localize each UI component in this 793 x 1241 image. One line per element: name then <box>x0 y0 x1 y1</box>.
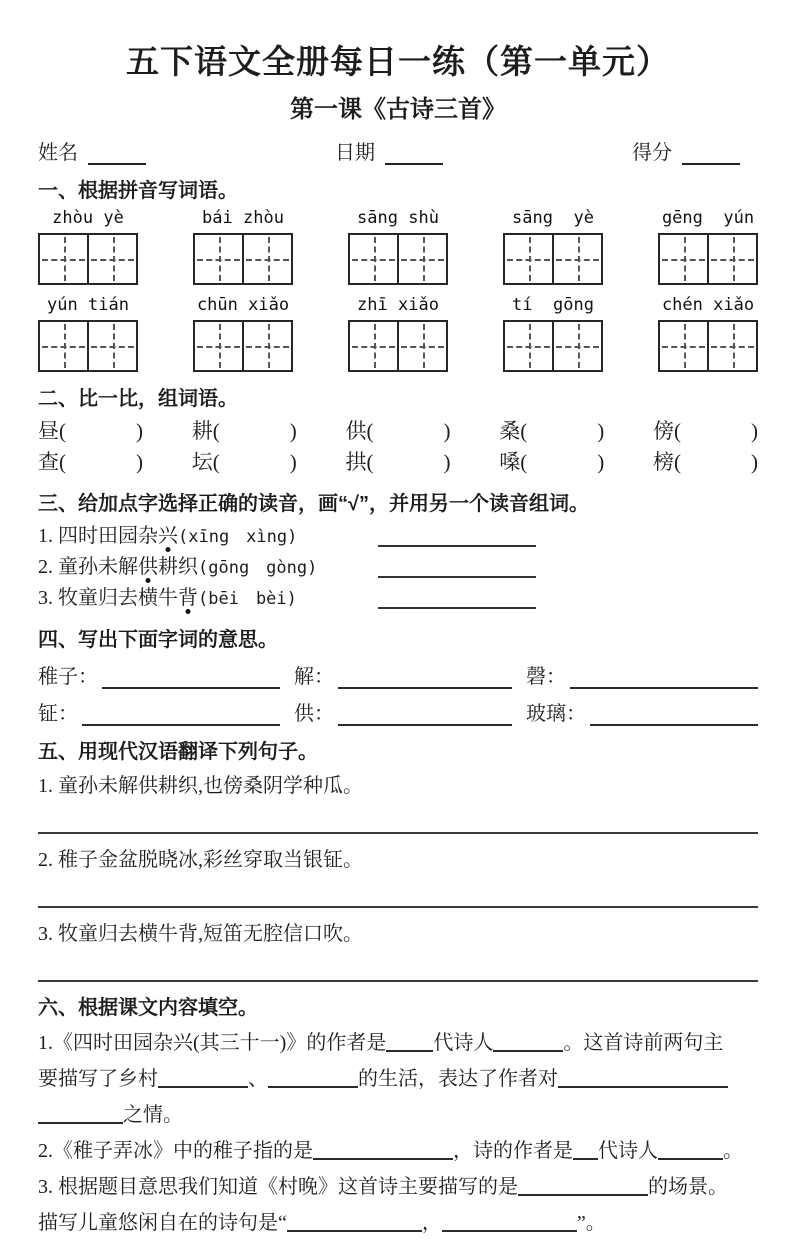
compare-char: 嗓 <box>499 450 521 474</box>
answer-blank[interactable] <box>558 1066 728 1088</box>
tian-cell[interactable] <box>244 322 291 370</box>
compare-char: 查 <box>38 450 59 474</box>
answer-blank[interactable] <box>658 1138 723 1160</box>
paren-open: ( <box>212 419 220 443</box>
answer-blank[interactable] <box>102 664 280 689</box>
tian-cell[interactable] <box>399 322 446 370</box>
compare-item <box>38 416 143 447</box>
definition-row-1 <box>38 660 758 689</box>
paren-open: ( <box>674 450 681 474</box>
question-text: 要描写了乡村 <box>38 1068 158 1090</box>
sentence: 2. 稚子金盆脱晓冰,彩丝穿取当银钲。 <box>38 849 363 871</box>
pinyin-grid-row-2 <box>38 295 758 372</box>
term-label: 供： <box>294 703 334 725</box>
question-text: ，诗的作者是 <box>453 1140 573 1162</box>
question-text: 、 <box>248 1068 268 1090</box>
writing-grid <box>503 320 603 372</box>
compare-char: 傍 <box>653 419 674 443</box>
pinyin-grid-group <box>38 208 138 285</box>
tian-cell[interactable] <box>350 235 399 283</box>
pinyin-label: zhòu yè <box>52 208 124 228</box>
tian-cell[interactable] <box>709 322 756 370</box>
item-text: 1. 四时田园杂 <box>38 525 158 547</box>
question-text: 。这首诗前两句主 <box>563 1032 724 1054</box>
tian-cell[interactable] <box>40 235 89 283</box>
term-label: 稚子： <box>38 666 98 688</box>
tian-cell[interactable] <box>709 235 756 283</box>
compare-char: 拱 <box>345 450 367 474</box>
answer-blank[interactable] <box>158 1066 248 1088</box>
fill-question-1 <box>38 1025 758 1133</box>
paren-close: ) <box>136 450 143 474</box>
answer-blank[interactable] <box>268 1066 358 1088</box>
tian-cell[interactable] <box>554 322 601 370</box>
writing-grid <box>348 320 448 372</box>
item-text: 3. 牧童归去横牛 <box>38 587 178 609</box>
question-text: 的生活，表达了作者对 <box>358 1068 558 1090</box>
writing-grid <box>348 233 448 285</box>
tian-cell[interactable] <box>195 235 244 283</box>
lesson-title: 第一课《古诗三首》 <box>290 96 506 123</box>
fill-question-3 <box>38 1169 758 1241</box>
compare-item <box>192 447 297 478</box>
answer-blank[interactable] <box>386 1030 433 1052</box>
pinyin-grid-group <box>658 208 758 285</box>
compare-item <box>38 447 143 478</box>
answer-line[interactable] <box>38 872 758 908</box>
section6-heading: 六、根据课文内容填空。 <box>38 997 258 1019</box>
question-text: 之情。 <box>123 1104 183 1126</box>
pinyin-grid-group <box>503 208 603 285</box>
answer-line[interactable] <box>38 946 758 982</box>
question-text: 描写儿童悠闲自在的诗句是“ <box>38 1212 287 1234</box>
tian-cell[interactable] <box>40 322 89 370</box>
answer-blank[interactable] <box>493 1030 563 1052</box>
question-text: 2.《稚子弄冰》中的稚子指的是 <box>38 1140 313 1162</box>
pinyin-grid-group <box>348 295 448 372</box>
header-fields <box>38 136 758 165</box>
paren-close: ) <box>289 419 297 443</box>
name-field[interactable] <box>88 141 146 165</box>
sentence: 1. 童孙未解供耕织,也傍桑阴学种瓜。 <box>38 775 363 797</box>
question-text: 。 <box>723 1140 743 1162</box>
question-text: ， <box>421 1212 442 1234</box>
section4-heading: 四、写出下面字词的意思。 <box>38 629 278 651</box>
pinyin-label: chūn xiǎo <box>196 295 290 315</box>
tian-cell[interactable] <box>554 235 601 283</box>
question-text: 的场景。 <box>648 1176 728 1198</box>
tian-cell[interactable] <box>505 322 554 370</box>
answer-line[interactable] <box>378 585 536 609</box>
pinyin-label: sāng yè <box>512 208 594 228</box>
pronunciation-item-1 <box>38 521 758 552</box>
answer-blank[interactable] <box>287 1210 422 1232</box>
name-label: 姓名 <box>38 142 78 164</box>
tian-cell[interactable] <box>89 235 136 283</box>
pinyin-grid-group <box>193 208 293 285</box>
translation-item-1 <box>38 769 758 834</box>
answer-blank[interactable] <box>570 664 758 689</box>
paren-open: ( <box>366 450 374 474</box>
paren-open: ( <box>212 450 220 474</box>
tian-cell[interactable] <box>350 322 399 370</box>
pronunciation-item-2 <box>38 552 758 583</box>
pinyin-grid-group <box>38 295 138 372</box>
pinyin-label: chén xiǎo <box>661 295 755 315</box>
answer-blank[interactable] <box>38 1102 123 1124</box>
paren-open: ( <box>674 419 681 443</box>
sentence: 3. 牧童归去横牛背,短笛无腔信口吹。 <box>38 923 363 945</box>
tian-cell[interactable] <box>660 235 709 283</box>
section2-heading: 二、比一比，组词语。 <box>38 388 238 410</box>
term-label: 磬： <box>526 666 566 688</box>
answer-blank[interactable] <box>518 1174 648 1196</box>
question-text: 3. 根据题目意思我们知道《村晚》这首诗主要描写的是 <box>38 1176 518 1198</box>
pinyin-label: sāng shù <box>357 208 439 228</box>
pinyin-label: bái zhòu <box>202 208 284 228</box>
term-label: 解： <box>294 666 334 688</box>
paren-open: ( <box>59 450 66 474</box>
tian-cell[interactable] <box>399 235 446 283</box>
pronunciation-item-3 <box>38 583 758 614</box>
paren-open: ( <box>520 419 528 443</box>
term-label: 玻璃： <box>526 703 586 725</box>
answer-line[interactable] <box>378 523 536 547</box>
answer-blank[interactable] <box>338 664 512 689</box>
question-text: 代诗人 <box>598 1140 658 1162</box>
writing-grid <box>38 320 138 372</box>
writing-grid <box>193 320 293 372</box>
compare-item <box>499 447 604 478</box>
answer-blank[interactable] <box>338 701 512 726</box>
tian-cell[interactable] <box>195 322 244 370</box>
writing-grid <box>503 233 603 285</box>
translation-item-3 <box>38 917 758 982</box>
compare-char: 桑 <box>499 419 521 443</box>
pinyin-grid-row-1 <box>38 208 758 285</box>
paren-close: ) <box>289 450 297 474</box>
date-label: 日期 <box>335 142 375 164</box>
date-field[interactable] <box>385 141 443 165</box>
compare-item <box>346 416 451 447</box>
compare-row-2 <box>38 447 758 478</box>
compare-char: 坛 <box>191 450 213 474</box>
section1-heading: 一、根据拼音写词语。 <box>38 180 238 202</box>
paren-open: ( <box>520 450 528 474</box>
translation-item-2 <box>38 843 758 908</box>
pinyin-grid-group <box>348 208 448 285</box>
dotted-char: 兴 <box>158 525 178 547</box>
compare-char: 耕 <box>191 419 213 443</box>
pinyin-label: yún tián <box>47 295 129 315</box>
compare-item <box>346 447 451 478</box>
answer-blank[interactable] <box>442 1210 577 1232</box>
definition-row-2 <box>38 697 758 726</box>
compare-item <box>653 416 758 447</box>
pinyin-options[interactable]: (xīng xìng) <box>178 527 298 547</box>
item-text: 2. 童孙未解 <box>38 556 138 578</box>
tian-cell[interactable] <box>89 322 136 370</box>
paren-close: ) <box>443 419 451 443</box>
compare-item <box>653 447 758 478</box>
pinyin-grid-group <box>503 295 603 372</box>
tian-cell[interactable] <box>244 235 291 283</box>
paren-close: ) <box>136 419 143 443</box>
compare-item <box>499 416 604 447</box>
paren-open: ( <box>59 419 66 443</box>
paren-open: ( <box>366 419 374 443</box>
paren-close: ) <box>597 450 605 474</box>
term-label: 钲： <box>38 703 78 725</box>
answer-blank[interactable] <box>313 1138 453 1160</box>
pinyin-options[interactable]: (bēi bèi) <box>198 589 297 609</box>
compare-char: 供 <box>345 419 367 443</box>
writing-grid <box>38 233 138 285</box>
compare-row-1 <box>38 416 758 447</box>
question-text: 代诗人 <box>433 1032 494 1054</box>
paren-close: ) <box>597 419 605 443</box>
writing-grid <box>658 320 758 372</box>
compare-char: 昼 <box>38 419 59 443</box>
paren-close: ) <box>751 419 758 443</box>
pinyin-label: tí gōng <box>512 295 594 315</box>
answer-blank[interactable] <box>590 701 758 726</box>
pinyin-grid-group <box>193 295 293 372</box>
answer-line[interactable] <box>38 798 758 834</box>
dotted-char: 背 <box>178 587 198 609</box>
pinyin-label: zhī xiǎo <box>357 295 439 315</box>
compare-char: 榜 <box>653 450 674 474</box>
pinyin-grid-group <box>658 295 758 372</box>
page-title: 五下语文全册每日一练（第一单元） <box>126 43 670 80</box>
pinyin-label: gēng yún <box>661 208 755 228</box>
compare-item <box>192 416 297 447</box>
writing-grid <box>193 233 293 285</box>
fill-question-2 <box>38 1133 758 1169</box>
score-field[interactable] <box>682 141 740 165</box>
paren-close: ) <box>443 450 451 474</box>
section5-heading: 五、用现代汉语翻译下列句子。 <box>38 741 318 763</box>
answer-line[interactable] <box>378 554 536 578</box>
section3-heading: 三、给加点字选择正确的读音，画“√”，并用另一个读音组词。 <box>38 493 589 515</box>
question-text: ”。 <box>576 1212 606 1234</box>
answer-blank[interactable] <box>82 701 280 726</box>
paren-close: ) <box>751 450 758 474</box>
answer-blank[interactable] <box>573 1138 598 1160</box>
score-label: 得分 <box>632 142 672 164</box>
pinyin-options[interactable]: (gōng gòng) <box>198 558 318 578</box>
question-text: 1.《四时田园杂兴(其三十一)》的作者是 <box>38 1032 387 1054</box>
writing-grid <box>658 233 758 285</box>
tian-cell[interactable] <box>660 322 709 370</box>
item-text: 耕织 <box>158 556 198 578</box>
tian-cell[interactable] <box>505 235 554 283</box>
dotted-char: 供 <box>138 556 158 578</box>
